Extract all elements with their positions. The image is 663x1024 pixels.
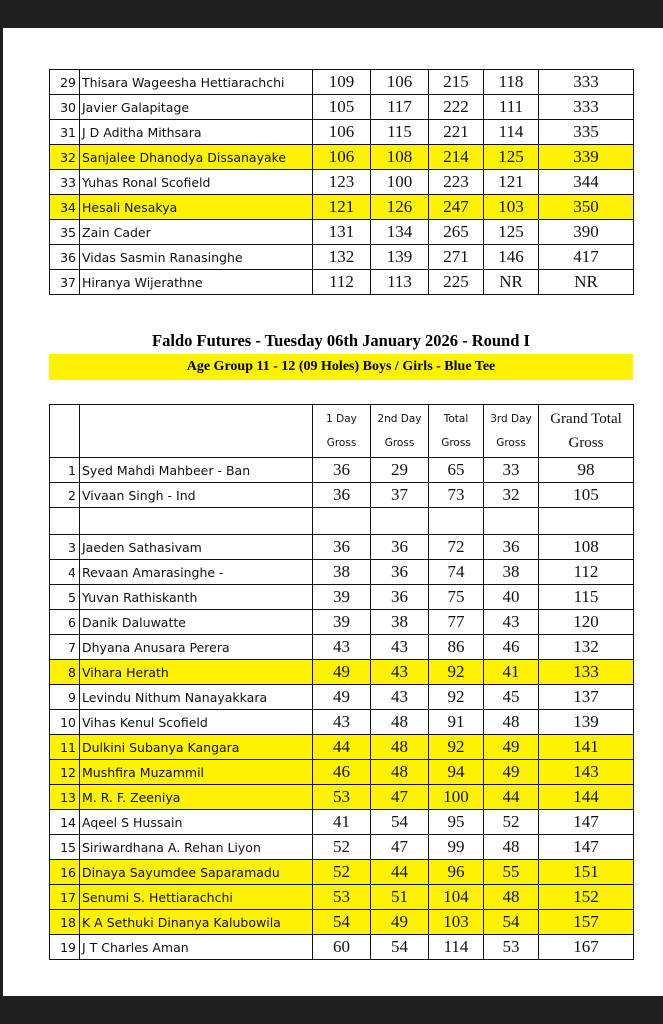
event-title: Faldo Futures - Tuesday 06th January 2026 - Round I (152, 331, 530, 350)
total-gross: 77 (429, 610, 484, 635)
day1-gross: 131 (313, 220, 371, 245)
header-total-gross (429, 405, 484, 458)
header-day3-gross-label: Gross (496, 437, 526, 449)
table-row (50, 760, 634, 785)
player-position: 7 (50, 635, 80, 660)
table-row (50, 660, 634, 685)
table-row (50, 885, 634, 910)
day2-gross: 43 (371, 685, 429, 710)
grand-total-gross: 144 (539, 785, 634, 810)
day1-gross: 53 (313, 885, 371, 910)
player-position: 12 (50, 760, 80, 785)
grand-total-gross: 132 (539, 635, 634, 660)
day1-gross: 54 (313, 910, 371, 935)
age-group-banner: Age Group 11 - 12 (09 Holes) Boys / Girls - Blue Tee (49, 354, 633, 380)
total-gross: 271 (429, 245, 484, 270)
player-position: 30 (50, 95, 80, 120)
day3-gross: 48 (484, 710, 539, 735)
day2-gross: 48 (371, 710, 429, 735)
table-row (50, 535, 634, 560)
table-row (50, 710, 634, 735)
empty-cell (484, 508, 539, 535)
day1-gross: 43 (313, 710, 371, 735)
player-name: Dinaya Sayumdee Saparamadu (80, 860, 313, 885)
day3-gross: 125 (484, 220, 539, 245)
table-row (50, 910, 634, 935)
table-row (50, 95, 634, 120)
total-gross: 104 (429, 885, 484, 910)
day3-gross: 53 (484, 935, 539, 960)
day1-gross: 121 (313, 195, 371, 220)
day1-gross: 49 (313, 660, 371, 685)
total-gross: 92 (429, 735, 484, 760)
day2-gross: 117 (371, 95, 429, 120)
day3-gross: 49 (484, 760, 539, 785)
total-gross: 103 (429, 910, 484, 935)
day3-gross: 33 (484, 458, 539, 483)
player-name: Dhyana Anusara Perera (80, 635, 313, 660)
player-name: Mushfira Muzammil (80, 760, 313, 785)
player-position: 1 (50, 458, 80, 483)
grand-total-gross: 137 (539, 685, 634, 710)
grand-total-gross: 133 (539, 660, 634, 685)
header-day1-label: 1 Day (326, 413, 357, 425)
player-position: 11 (50, 735, 80, 760)
player-position: 3 (50, 535, 80, 560)
grand-total-gross: 105 (539, 483, 634, 508)
player-name: Hesali Nesakya (80, 195, 313, 220)
table-row (50, 835, 634, 860)
total-gross: 96 (429, 860, 484, 885)
player-position: 19 (50, 935, 80, 960)
day3-gross: NR (484, 270, 539, 295)
grand-total-gross: 350 (539, 195, 634, 220)
day2-gross: 48 (371, 735, 429, 760)
player-position: 16 (50, 860, 80, 885)
day3-gross: 54 (484, 910, 539, 935)
top-frame-bar (0, 0, 663, 28)
day2-gross: 139 (371, 245, 429, 270)
day1-gross: 46 (313, 760, 371, 785)
day1-gross: 123 (313, 170, 371, 195)
day1-gross: 39 (313, 610, 371, 635)
header-day3-gross (484, 405, 539, 458)
total-gross: 225 (429, 270, 484, 295)
empty-cell (80, 508, 313, 535)
header-day1-gross-label: Gross (326, 437, 357, 449)
day2-gross: 54 (371, 810, 429, 835)
total-gross: 100 (429, 785, 484, 810)
player-name: Revaan Amarasinghe - (80, 560, 313, 585)
day2-gross: 29 (371, 458, 429, 483)
day3-gross: 125 (484, 145, 539, 170)
table-row (50, 610, 634, 635)
empty-cell (313, 508, 371, 535)
day1-gross: 39 (313, 585, 371, 610)
table-row (50, 635, 634, 660)
day1-gross: 109 (313, 70, 371, 95)
player-position: 5 (50, 585, 80, 610)
header-total-gross-label: Gross (441, 437, 471, 449)
table-row (50, 735, 634, 760)
grand-total-gross: 333 (539, 95, 634, 120)
grand-total-gross: 333 (539, 70, 634, 95)
table-row (50, 585, 634, 610)
grand-total-gross: 151 (539, 860, 634, 885)
bottom-frame-bar (0, 996, 663, 1024)
table-row (50, 560, 634, 585)
player-position: 13 (50, 785, 80, 810)
table-row (50, 145, 634, 170)
grand-total-gross: NR (539, 270, 634, 295)
day2-gross: 54 (371, 935, 429, 960)
grand-total-gross: 147 (539, 810, 634, 835)
table-row (50, 810, 634, 835)
grand-total-gross: 143 (539, 760, 634, 785)
table-row (50, 860, 634, 885)
player-position: 18 (50, 910, 80, 935)
header-day2-label: 2nd Day (377, 413, 422, 425)
player-position: 33 (50, 170, 80, 195)
header-day2-gross (371, 405, 429, 458)
grand-total-gross: 417 (539, 245, 634, 270)
total-gross: 73 (429, 483, 484, 508)
day1-gross: 43 (313, 635, 371, 660)
grand-total-gross: 108 (539, 535, 634, 560)
day2-gross: 106 (371, 70, 429, 95)
player-name: Levindu Nithum Nanayakkara (80, 685, 313, 710)
day3-gross: 46 (484, 635, 539, 660)
day1-gross: 132 (313, 245, 371, 270)
day2-gross: 38 (371, 610, 429, 635)
table-row (50, 935, 634, 960)
player-name: Yuvan Rathiskanth (80, 585, 313, 610)
player-name: Jaeden Sathasivam (80, 535, 313, 560)
header-name-cell (80, 405, 313, 458)
table-row (50, 70, 634, 95)
empty-cell (50, 508, 80, 535)
day1-gross: 49 (313, 685, 371, 710)
table-row (50, 785, 634, 810)
player-position: 6 (50, 610, 80, 635)
day3-gross: 48 (484, 885, 539, 910)
day1-gross: 36 (313, 483, 371, 508)
player-name: Hiranya Wijerathne (80, 270, 313, 295)
player-name: K A Sethuki Dinanya Kalubowila (80, 910, 313, 935)
grand-total-gross: 139 (539, 710, 634, 735)
grand-total-gross: 115 (539, 585, 634, 610)
total-gross: 214 (429, 145, 484, 170)
empty-cell (371, 508, 429, 535)
separator-row (50, 508, 634, 535)
player-position: 17 (50, 885, 80, 910)
day1-gross: 38 (313, 560, 371, 585)
day3-gross: 103 (484, 195, 539, 220)
day1-gross: 60 (313, 935, 371, 960)
day3-gross: 114 (484, 120, 539, 145)
day2-gross: 49 (371, 910, 429, 935)
total-gross: 223 (429, 170, 484, 195)
results-table-continued (49, 69, 634, 295)
grand-total-gross: 335 (539, 120, 634, 145)
player-position: 15 (50, 835, 80, 860)
day2-gross: 36 (371, 535, 429, 560)
day3-gross: 45 (484, 685, 539, 710)
header-total-label: Total (443, 413, 469, 425)
player-position: 29 (50, 70, 80, 95)
day1-gross: 106 (313, 145, 371, 170)
day3-gross: 40 (484, 585, 539, 610)
player-position: 8 (50, 660, 80, 685)
day2-gross: 100 (371, 170, 429, 195)
player-position: 14 (50, 810, 80, 835)
day3-gross: 118 (484, 70, 539, 95)
header-day3-label: 3rd Day (490, 413, 532, 425)
day1-gross: 105 (313, 95, 371, 120)
total-gross: 247 (429, 195, 484, 220)
total-gross: 75 (429, 585, 484, 610)
player-position: 9 (50, 685, 80, 710)
day2-gross: 37 (371, 483, 429, 508)
table-row (50, 270, 634, 295)
day2-gross: 47 (371, 785, 429, 810)
day2-gross: 36 (371, 585, 429, 610)
total-gross: 215 (429, 70, 484, 95)
player-name: Vihara Herath (80, 660, 313, 685)
left-frame-edge (0, 28, 3, 996)
day3-gross: 111 (484, 95, 539, 120)
day3-gross: 52 (484, 810, 539, 835)
player-position: 31 (50, 120, 80, 145)
header-grand-total-gross-label: Gross (568, 435, 604, 451)
day3-gross: 44 (484, 785, 539, 810)
total-gross: 222 (429, 95, 484, 120)
total-gross: 99 (429, 835, 484, 860)
day2-gross: 47 (371, 835, 429, 860)
player-name: Dulkini Subanya Kangara (80, 735, 313, 760)
player-name: J D Aditha Mithsara (80, 120, 313, 145)
total-gross: 221 (429, 120, 484, 145)
player-name: Danik Daluwatte (80, 610, 313, 635)
player-name: Zain Cader (80, 220, 313, 245)
total-gross: 265 (429, 220, 484, 245)
table-row (50, 245, 634, 270)
day1-gross: 52 (313, 835, 371, 860)
table-row (50, 458, 634, 483)
day2-gross: 126 (371, 195, 429, 220)
grand-total-gross: 98 (539, 458, 634, 483)
grand-total-gross: 344 (539, 170, 634, 195)
player-name: Yuhas Ronal Scofield (80, 170, 313, 195)
total-gross: 72 (429, 535, 484, 560)
day1-gross: 53 (313, 785, 371, 810)
table-header-row (50, 405, 634, 458)
day3-gross: 49 (484, 735, 539, 760)
total-gross: 92 (429, 685, 484, 710)
total-gross: 92 (429, 660, 484, 685)
day2-gross: 44 (371, 860, 429, 885)
total-gross: 74 (429, 560, 484, 585)
day3-gross: 121 (484, 170, 539, 195)
table-row (50, 195, 634, 220)
grand-total-gross: 120 (539, 610, 634, 635)
day3-gross: 36 (484, 535, 539, 560)
header-day1-gross (313, 405, 371, 458)
grand-total-gross: 112 (539, 560, 634, 585)
total-gross: 94 (429, 760, 484, 785)
table-row (50, 685, 634, 710)
day3-gross: 38 (484, 560, 539, 585)
grand-total-gross: 390 (539, 220, 634, 245)
day2-gross: 113 (371, 270, 429, 295)
table-row (50, 220, 634, 245)
total-gross: 114 (429, 935, 484, 960)
player-name: Vihas Kenul Scofield (80, 710, 313, 735)
day1-gross: 36 (313, 458, 371, 483)
player-name: Vidas Sasmin Ranasinghe (80, 245, 313, 270)
day3-gross: 146 (484, 245, 539, 270)
grand-total-gross: 167 (539, 935, 634, 960)
player-position: 35 (50, 220, 80, 245)
player-position: 2 (50, 483, 80, 508)
day2-gross: 51 (371, 885, 429, 910)
table-row (50, 120, 634, 145)
total-gross: 86 (429, 635, 484, 660)
player-name: Sanjalee Dhanodya Dissanayake (80, 145, 313, 170)
day2-gross: 43 (371, 635, 429, 660)
results-table-age-11-12 (49, 404, 634, 960)
grand-total-gross: 141 (539, 735, 634, 760)
table-row (50, 483, 634, 508)
player-name: Javier Galapitage (80, 95, 313, 120)
day2-gross: 134 (371, 220, 429, 245)
day3-gross: 41 (484, 660, 539, 685)
header-grand-total-gross (539, 405, 634, 458)
day1-gross: 36 (313, 535, 371, 560)
day2-gross: 115 (371, 120, 429, 145)
day1-gross: 52 (313, 860, 371, 885)
player-position: 32 (50, 145, 80, 170)
total-gross: 95 (429, 810, 484, 835)
day2-gross: 43 (371, 660, 429, 685)
player-position: 34 (50, 195, 80, 220)
day1-gross: 44 (313, 735, 371, 760)
header-grand-total-label: Grand Total (550, 411, 622, 427)
player-position: 10 (50, 710, 80, 735)
day2-gross: 48 (371, 760, 429, 785)
player-position: 37 (50, 270, 80, 295)
day3-gross: 55 (484, 860, 539, 885)
total-gross: 65 (429, 458, 484, 483)
total-gross: 91 (429, 710, 484, 735)
grand-total-gross: 152 (539, 885, 634, 910)
player-name: M. R. F. Zeeniya (80, 785, 313, 810)
header-no-cell (50, 405, 80, 458)
day2-gross: 36 (371, 560, 429, 585)
grand-total-gross: 339 (539, 145, 634, 170)
player-name: Senumi S. Hettiarachchi (80, 885, 313, 910)
player-name: Siriwardhana A. Rehan Liyon (80, 835, 313, 860)
day1-gross: 106 (313, 120, 371, 145)
player-name: Thisara Wageesha Hettiarachchi (80, 70, 313, 95)
day3-gross: 32 (484, 483, 539, 508)
day3-gross: 48 (484, 835, 539, 860)
header-day2-gross-label: Gross (384, 437, 415, 449)
day1-gross: 41 (313, 810, 371, 835)
grand-total-gross: 147 (539, 835, 634, 860)
grand-total-gross: 157 (539, 910, 634, 935)
player-name: Syed Mahdi Mahbeer - Ban (80, 458, 313, 483)
day2-gross: 108 (371, 145, 429, 170)
player-position: 36 (50, 245, 80, 270)
player-name: Vivaan Singh - Ind (80, 483, 313, 508)
player-name: Aqeel S Hussain (80, 810, 313, 835)
empty-cell (539, 508, 634, 535)
day1-gross: 112 (313, 270, 371, 295)
table-row (50, 170, 634, 195)
player-position: 4 (50, 560, 80, 585)
empty-cell (429, 508, 484, 535)
player-name: J T Charles Aman (80, 935, 313, 960)
day3-gross: 43 (484, 610, 539, 635)
